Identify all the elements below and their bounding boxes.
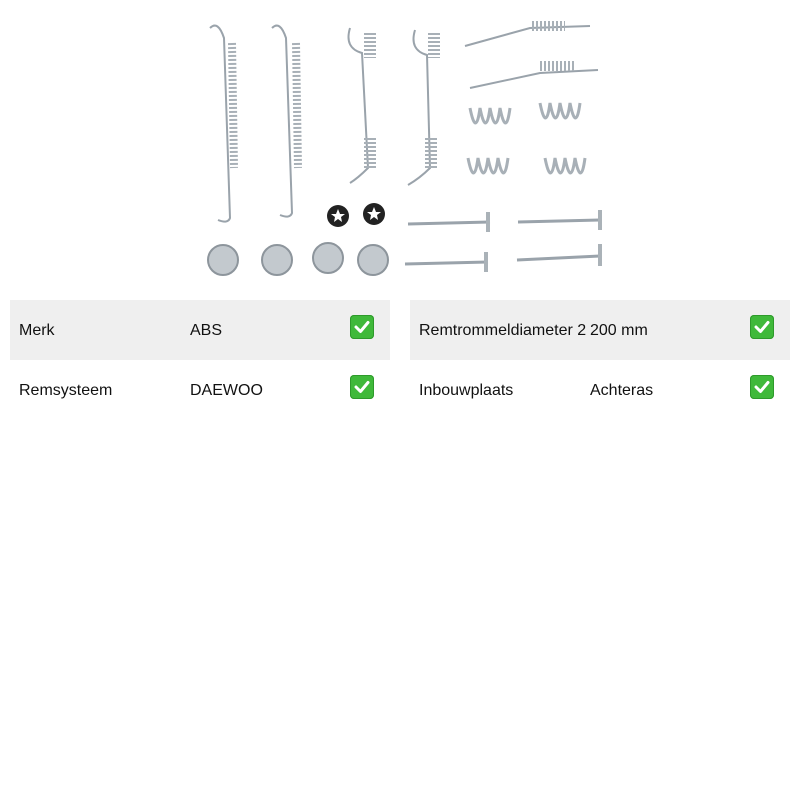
spec-column-left (10, 300, 390, 420)
spec-column-right (410, 300, 790, 420)
check-icon (750, 375, 774, 399)
spec-label: Remtrommeldiameter 2 (419, 322, 587, 339)
spec-label: Remsysteem (19, 382, 113, 399)
spec-row-inbouwplaats (410, 360, 790, 420)
spec-value: Achteras (590, 382, 654, 399)
check-icon (750, 315, 774, 339)
spec-value: ABS (190, 322, 223, 339)
spec-row-remtrommeldiameter (410, 300, 790, 360)
product-image (190, 18, 610, 282)
spec-label: Merk (19, 322, 55, 339)
spec-row-remsysteem (10, 360, 390, 420)
spec-value: 200 mm (590, 322, 648, 339)
spec-label: Inbouwplaats (419, 382, 514, 399)
spec-row-merk (10, 300, 390, 360)
spec-value: DAEWOO (190, 382, 263, 399)
check-icon (350, 315, 374, 339)
check-icon (350, 375, 374, 399)
